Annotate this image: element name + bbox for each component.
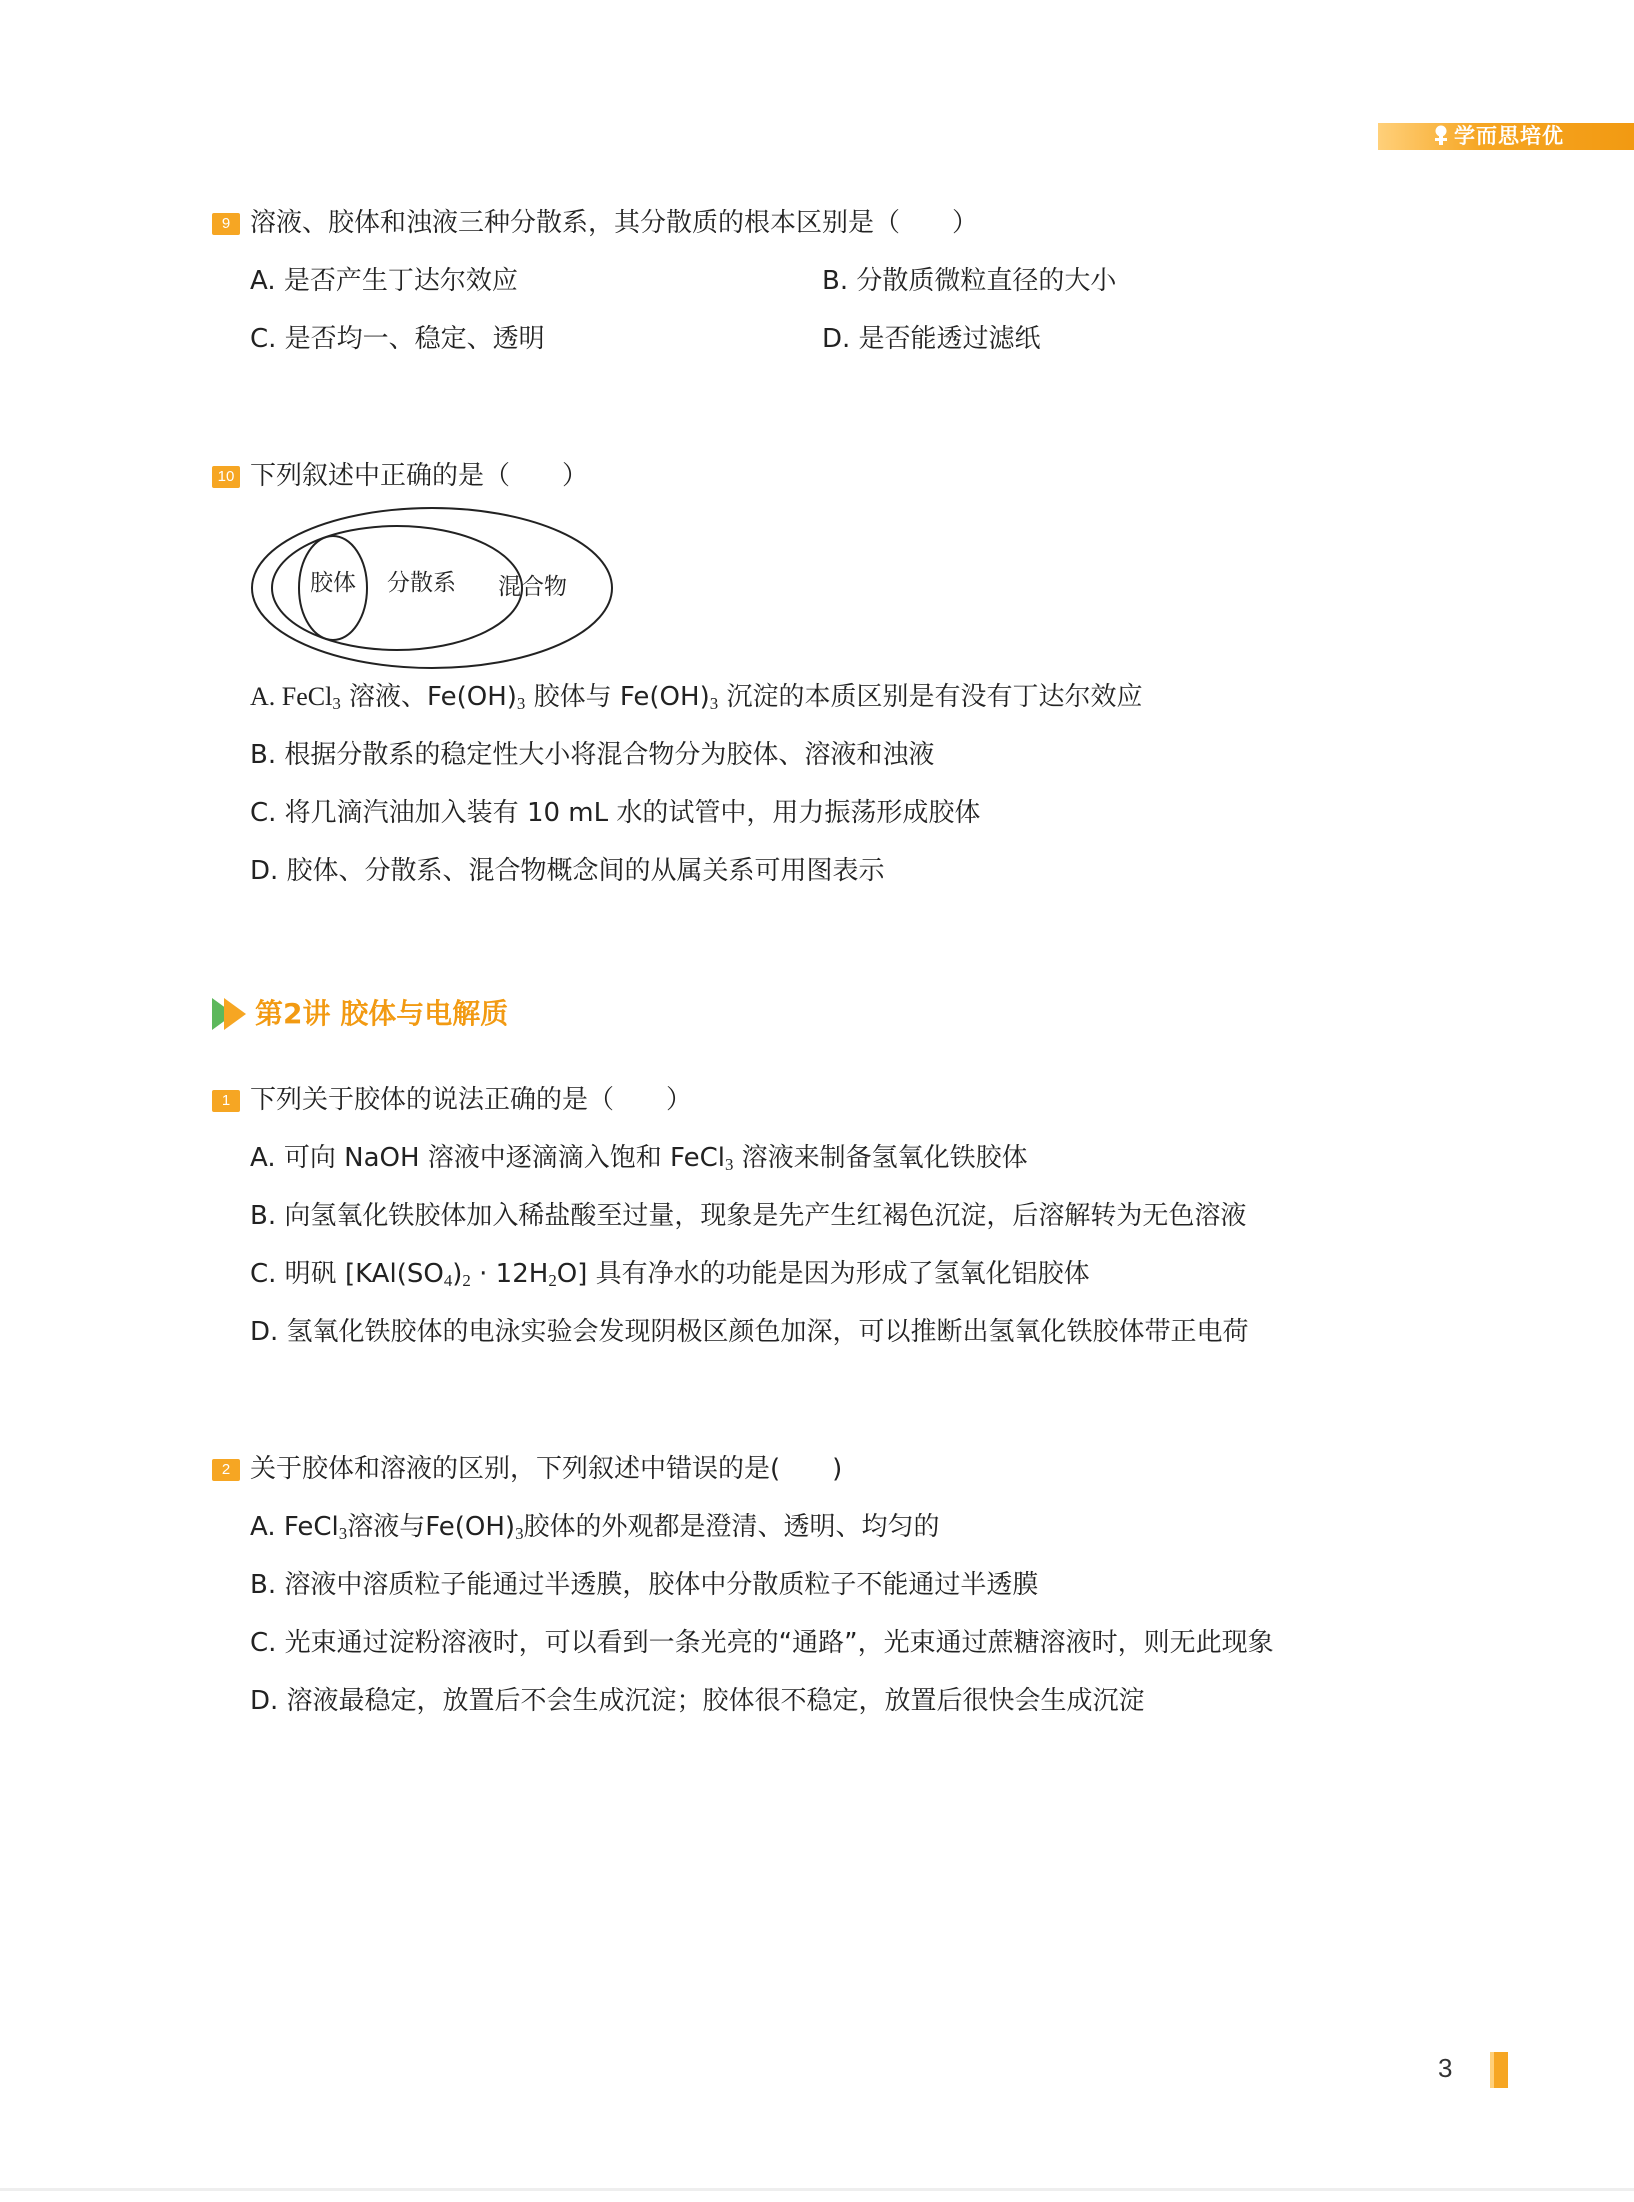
- option-d: D. 氢氧化铁胶体的电泳实验会发现阴极区颜色加深，可以推断出氢氧化铁胶体带正电荷: [250, 1317, 1249, 1347]
- question-stem: 下列关于胶体的说法正确的是（ ）: [250, 1085, 693, 1115]
- diagram-label-colloid: 胶体: [310, 570, 356, 596]
- brand-name: 学而思培优: [1454, 124, 1564, 148]
- brand-logo-icon: [1430, 124, 1452, 148]
- question-10: [212, 459, 588, 493]
- question-number-badge: 1: [212, 1090, 240, 1112]
- question-stem: 下列叙述中正确的是（ ）: [250, 461, 589, 491]
- option-a: A. FeCl$_3$ 溶液、$Fe(OH)_3$ 胶体与 $Fe(OH)_3$ 沉淀的本质区别是有没有丁达尔效应: [250, 682, 1143, 714]
- option-d: D. 是否能透过滤纸: [822, 324, 1041, 354]
- question-number-badge: 9: [212, 213, 240, 235]
- section-title: 第2讲 胶体与电解质: [255, 997, 509, 1030]
- option-c: C. 是否均一、稳定、透明: [250, 324, 545, 354]
- bottom-rule: [0, 2188, 1634, 2191]
- section-arrow-icon: [210, 996, 250, 1032]
- option-a: A. 是否产生丁达尔效应: [250, 266, 518, 296]
- diagram-label-mixture: 混合物: [498, 574, 567, 600]
- question-1: [212, 1083, 692, 1117]
- option-c: C. 明矾 $[KAl(SO_4)_2 \cdot 12H_2O]$ 具有净水的功能是因为形成了氢氧化铝胶体: [250, 1259, 1090, 1291]
- page-marker: [1494, 2052, 1508, 2088]
- option-b: B. 根据分散系的稳定性大小将混合物分为胶体、溶液和浊液: [250, 740, 935, 770]
- option-a: A. 可向 NaOH 溶液中逐滴滴入饱和 FeCl$_3$ 溶液来制备氢氧化铁胶体: [250, 1143, 1028, 1175]
- option-b: B. 向氢氧化铁胶体加入稀盐酸至过量，现象是先产生红褐色沉淀，后溶解转为无色溶液: [250, 1201, 1247, 1231]
- page-number: 3: [1438, 2053, 1453, 2083]
- option-b: B. 分散质微粒直径的大小: [822, 266, 1117, 296]
- question-stem: 溶液、胶体和浊液三种分散系，其分散质的根本区别是（ ）: [250, 208, 979, 238]
- option-c: C. 将几滴汽油加入装有 10 mL 水的试管中，用力振荡形成胶体: [250, 798, 981, 828]
- option-d: D. 胶体、分散系、混合物概念间的从属关系可用图表示: [250, 856, 885, 886]
- question-number-badge: 2: [212, 1459, 240, 1481]
- option-d: D. 溶液最稳定，放置后不会生成沉淀；胶体很不稳定，放置后很快会生成沉淀: [250, 1686, 1145, 1716]
- option-b: B. 溶液中溶质粒子能通过半透膜，胶体中分散质粒子不能通过半透膜: [250, 1570, 1039, 1600]
- option-a: A. FeCl$_3$溶液与$Fe(OH)_3$胶体的外观都是澄清、透明、均匀的: [250, 1512, 940, 1544]
- diagram-label-dispersion: 分散系: [387, 570, 456, 596]
- question-2: [212, 1452, 842, 1486]
- question-stem: 关于胶体和溶液的区别，下列叙述中错误的是( ): [250, 1454, 843, 1484]
- option-c: C. 光束通过淀粉溶液时，可以看到一条光亮的“通路”，光束通过蔗糖溶液时，则无此现象: [250, 1628, 1274, 1658]
- question-9: [212, 206, 978, 240]
- question-number-badge: 10: [212, 466, 240, 488]
